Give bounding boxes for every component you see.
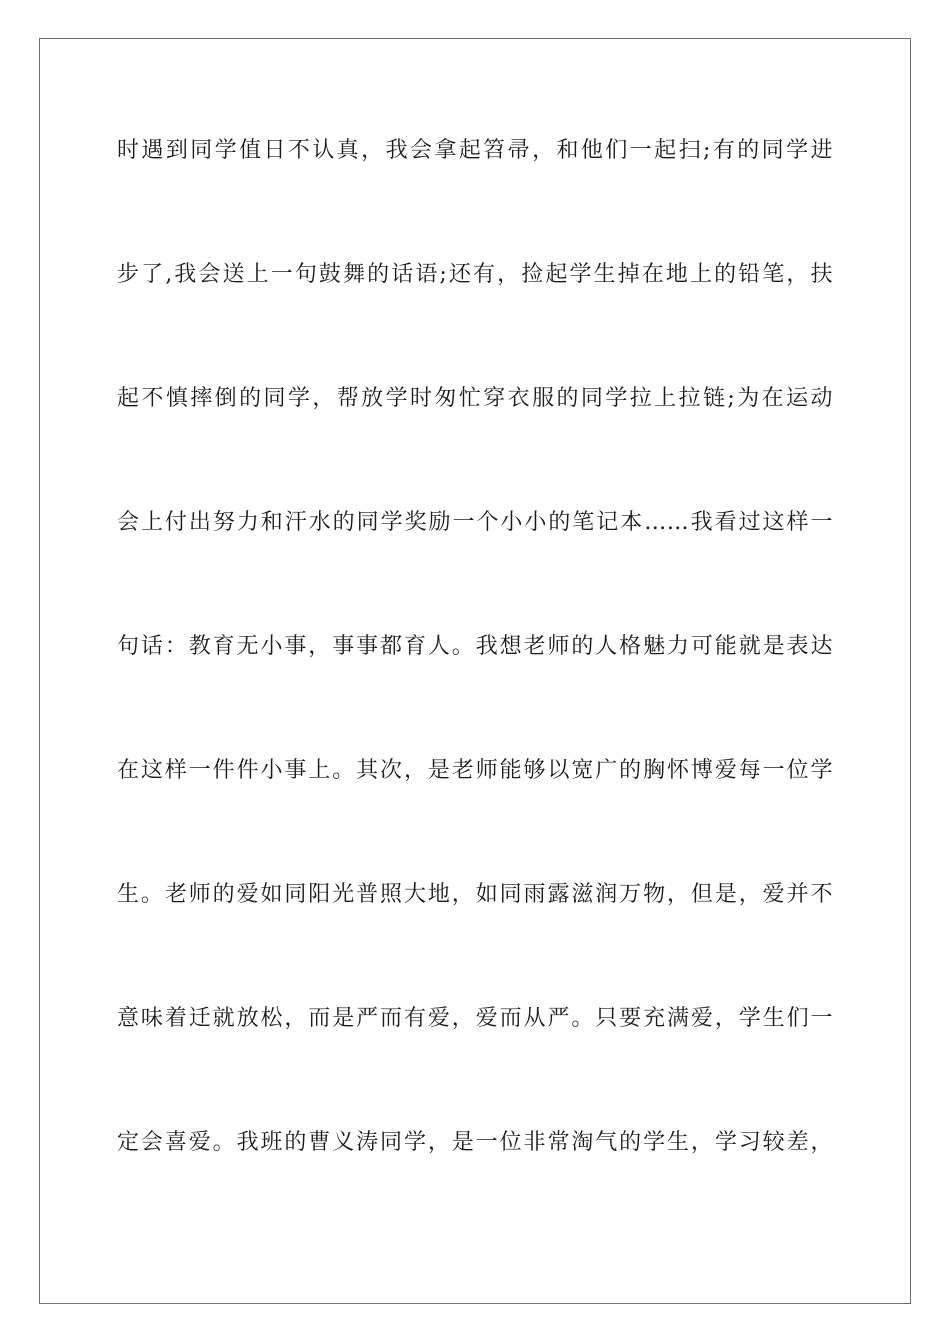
text-line: 句话：教育无小事，事事都育人。我想老师的人格魅力可能就是表达 [117,634,833,659]
text-line: 会上付出努力和汗水的同学奖励一个小小的笔记本……我看过这样一 [117,510,833,535]
text-line: 步了,我会送上一句鼓舞的话语;还有，捡起学生掉在地上的铅笔，扶 [117,262,833,287]
text-line: 生。老师的爱如同阳光普照大地，如同雨露滋润万物，但是，爱并不 [117,882,833,907]
text-line: 起不慎摔倒的同学，帮放学时匆忙穿衣服的同学拉上拉链;为在运动 [117,386,833,411]
text-line: 定会喜爱。我班的曹义涛同学，是一位非常淘气的学生，学习较差， [117,1130,833,1155]
page-border [39,38,911,1304]
text-line: 在这样一件件小事上。其次，是老师能够以宽广的胸怀博爱每一位学 [117,758,833,783]
text-line: 时遇到同学值日不认真，我会拿起笤帚，和他们一起扫;有的同学进 [117,138,833,163]
text-line: 意味着迁就放松，而是严而有爱，爱而从严。只要充满爱，学生们一 [117,1006,833,1031]
